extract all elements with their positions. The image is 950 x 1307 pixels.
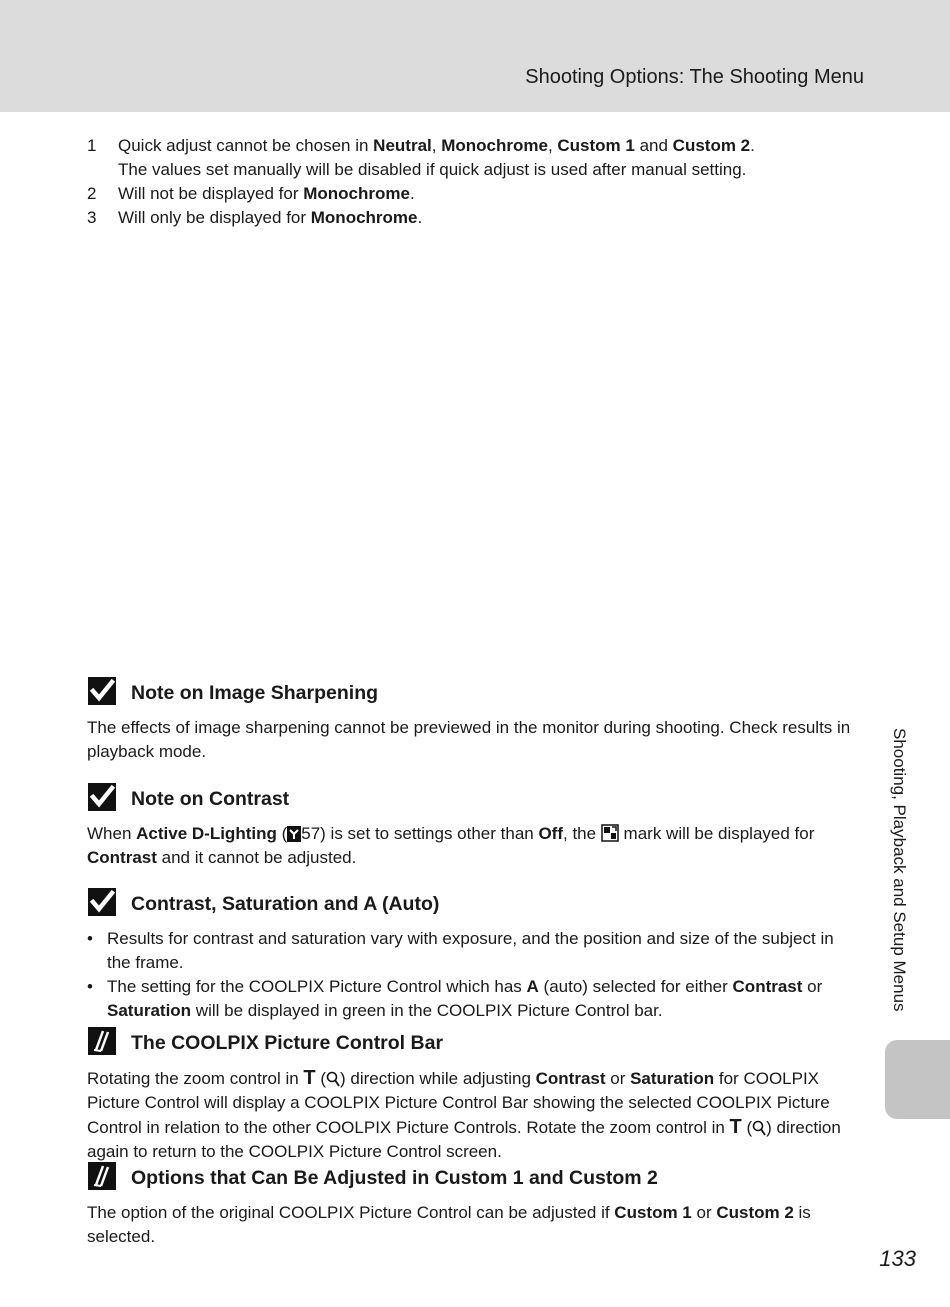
- section-heading: Note on Image Sharpening: [131, 682, 379, 704]
- bullet-dot: •: [87, 977, 93, 996]
- caution-check-icon: [87, 676, 117, 706]
- list-item: • The setting for the COOLPIX Picture Control which has A (auto) selected for either Contrast or Saturation will be displayed in green in the COOLPIX Picture Control bar.: [87, 977, 823, 1020]
- chapter-tab: [885, 1040, 950, 1119]
- zoom-tele-symbol: T: [729, 1116, 742, 1138]
- section-heading: Options that Can Be Adjusted in Custom 1 and Custom 2: [131, 1167, 658, 1189]
- section-body: When Active D-Lighting ( 57) is set to settings other than Off, the mark will be displayed for Contrast and it cannot be adjusted.: [87, 824, 815, 867]
- bullet-list: [87, 927, 862, 1023]
- section-picture-control-bar: [87, 1026, 862, 1164]
- section-note-contrast: [87, 782, 862, 870]
- zoom-tele-symbol: T: [303, 1067, 316, 1089]
- footnote-2: 2 Will not be displayed for Monochrome.: [87, 182, 877, 206]
- magnify-icon: [326, 1071, 340, 1087]
- footnote-3: 3 Will only be displayed for Monochrome.: [87, 206, 877, 230]
- footnote-number: 1: [87, 136, 97, 155]
- side-chapter-label: Shooting, Playback and Setup Menus: [890, 728, 909, 1012]
- bullet-dot: •: [87, 929, 93, 948]
- list-item: • Results for contrast and saturation vary with exposure, and the position and size of the subject in the frame.: [87, 929, 834, 972]
- footnote-number: 2: [87, 184, 97, 203]
- caution-check-icon: [87, 782, 117, 812]
- section-contrast-saturation-auto: [87, 887, 862, 1023]
- section-body: The option of the original COOLPIX Picture Control can be adjusted if Custom 1 or Custom 2 is selected.: [87, 1203, 811, 1246]
- note-pencil-icon: [87, 1161, 117, 1191]
- page-reference[interactable]: 57: [301, 824, 321, 843]
- section-body: The effects of image sharpening cannot be previewed in the monitor during shooting. Check results in playback mode.: [87, 718, 851, 761]
- section-heading: Note on Contrast: [131, 788, 290, 810]
- section-body: Rotating the zoom control in T ( ) direction while adjusting Contrast or Saturation for COOLPIX Picture Control will display a COOLPIX Picture Control Bar showing the selected COOLPIX Picture Control in relation to the other COOLPIX Picture Controls. Rotate the zoom control in T ( ) direction again to return to the COOLPIX Picture Control screen.: [87, 1067, 841, 1161]
- caution-check-icon: [87, 887, 117, 917]
- section-heading: Contrast, Saturation and A (Auto): [131, 893, 440, 915]
- page-reference-icon: [287, 826, 301, 842]
- page-header-title: Shooting Options: The Shooting Menu: [525, 66, 864, 88]
- footnotes: [87, 134, 877, 230]
- header-band: [0, 0, 950, 112]
- section-image-sharpening: [87, 676, 862, 764]
- section-heading: The COOLPIX Picture Control Bar: [131, 1032, 444, 1054]
- footnote-number: 3: [87, 208, 97, 227]
- page-number: 133: [879, 1246, 916, 1271]
- note-pencil-icon: [87, 1026, 117, 1056]
- footnote-1: 1 Quick adjust cannot be chosen in Neutral, Monochrome, Custom 1 and Custom 2. The values set manually will be disabled if quick adjust is used after manual setting.: [87, 136, 755, 179]
- active-d-lighting-mark-icon: [601, 824, 619, 842]
- section-custom-options: [87, 1161, 862, 1249]
- magnify-icon: [752, 1120, 766, 1136]
